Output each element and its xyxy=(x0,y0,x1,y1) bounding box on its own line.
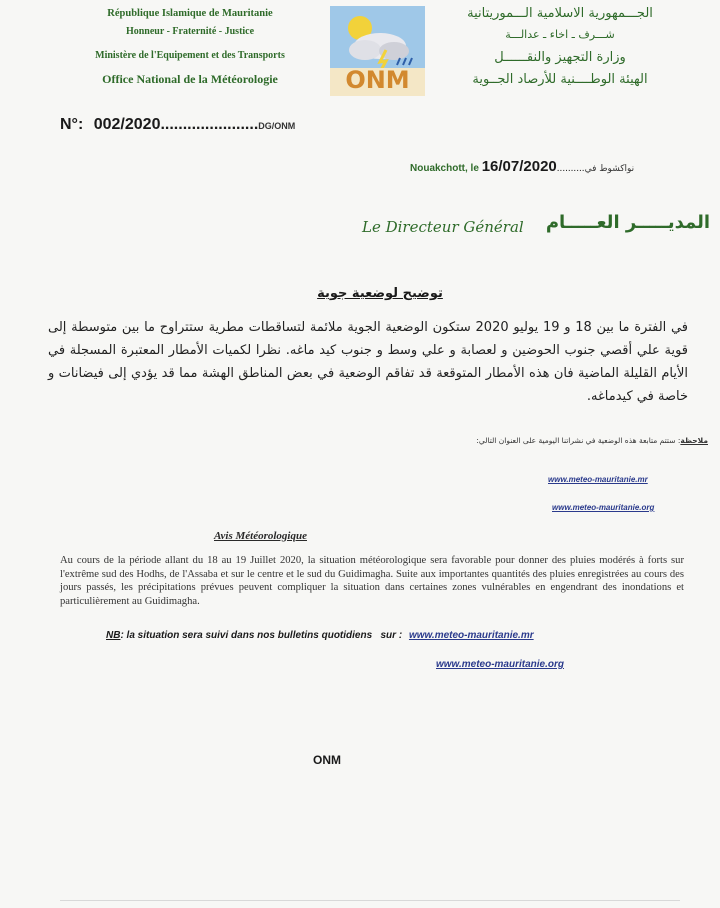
header-ar-ministry: وزارة التجهيز والنقــــــل xyxy=(494,50,626,65)
header-ar-motto: شـــرف ـ اخاء ـ عدالـــة xyxy=(505,28,615,41)
header-fr-republic: République Islamique de Mauritanie xyxy=(107,8,273,19)
nb-text: : la situation sera suivi dans nos bulletins quotidiens sur : xyxy=(120,630,403,641)
fr-link-mr[interactable]: www.meteo-mauritanie.mr xyxy=(408,630,534,641)
logo-text: ONM xyxy=(345,66,410,94)
header-ar-office: الهيئة الوطــــنية للأرصاد الجــوية xyxy=(472,72,648,87)
fr-link-org[interactable]: www.meteo-mauritanie.org xyxy=(436,659,564,670)
reference-number xyxy=(60,116,295,134)
nb-label: NB xyxy=(106,630,121,641)
header-fr-motto: Honneur - Fraternité - Justice xyxy=(125,26,255,37)
ar-paragraph: في الفترة ما بين 18 و 19 يوليو 2020 ستكون الوضعية الجوية ملائمة لتساقطات مطرية ستتراوح ما بين متوسطة إلى قوية علي أقصي جنوب الحوضين و لعصابة و علي وسط و جنوب كيد ماغه. نظرا لكميات الأمطار المعتبرة المسجلة في الأيام القليلة الماضية فان هذه الأمطار المتوقعة قد تفاقم الوضعية في بعض المناطق الهشة مما قد يؤدي إلى فيضانات و خاصة في كيدماغه. xyxy=(48,320,689,404)
header-fr-office: Office National de la Météorologie xyxy=(102,72,278,86)
director-fr: Le Directeur Général xyxy=(362,218,524,236)
ar-link-mr[interactable]: www.meteo-mauritanie.mr xyxy=(548,475,648,484)
ref-label: N°: xyxy=(60,116,84,133)
director-ar: المديـــــر العـــــام xyxy=(545,212,710,233)
bottom-divider xyxy=(60,900,680,901)
date-value: 16/07/2020 xyxy=(481,158,557,175)
ar-link-org[interactable]: www.meteo-mauritanie.org xyxy=(552,503,655,512)
nb-line xyxy=(106,630,534,641)
ar-note-text: : ستتم متابعة هذه الوضعية في نشراتنا اليومية على العنوان التالي: xyxy=(476,436,681,445)
ar-title: توضيح لوضعية جوية xyxy=(317,286,443,301)
date-line xyxy=(410,158,634,175)
ref-suffix: DG/ONM xyxy=(258,121,296,131)
signature-onm: ONM xyxy=(313,753,341,767)
onm-logo xyxy=(330,6,425,96)
date-fr-prefix: Nouakchott, le xyxy=(410,163,479,174)
fr-paragraph: Au cours de la période allant du 18 au 19 Juillet 2020, la situation météorologique sera favorable pour donner des pluies modérés à forts sur l'extrême sud des Hodhs, de l'Assaba et sur le centre et le sud du Guidimagha. Suite aux importantes quantités des pluies enregistrées au cours des jours passés, les précipitations prévues peuvent compliquer la situation dans certaines zones vulnérables en engendrant des inondations et particulièrement au Guidimagha. xyxy=(60,555,684,607)
ref-number: 002/2020 xyxy=(93,116,161,133)
ar-note xyxy=(400,436,708,445)
header-fr-ministry: Ministère de l'Equipement et des Transports xyxy=(95,50,285,61)
date-dots: .......... xyxy=(556,163,585,174)
fr-title: Avis Météorologique xyxy=(214,530,307,542)
header-ar-republic: الجـــمهورية الاسلامية الـــموريتانية xyxy=(467,6,653,21)
ar-note-label: ملاحظة xyxy=(680,436,708,445)
ref-dots: ...................... xyxy=(160,116,259,133)
date-ar: نواكشوط في xyxy=(584,164,635,174)
